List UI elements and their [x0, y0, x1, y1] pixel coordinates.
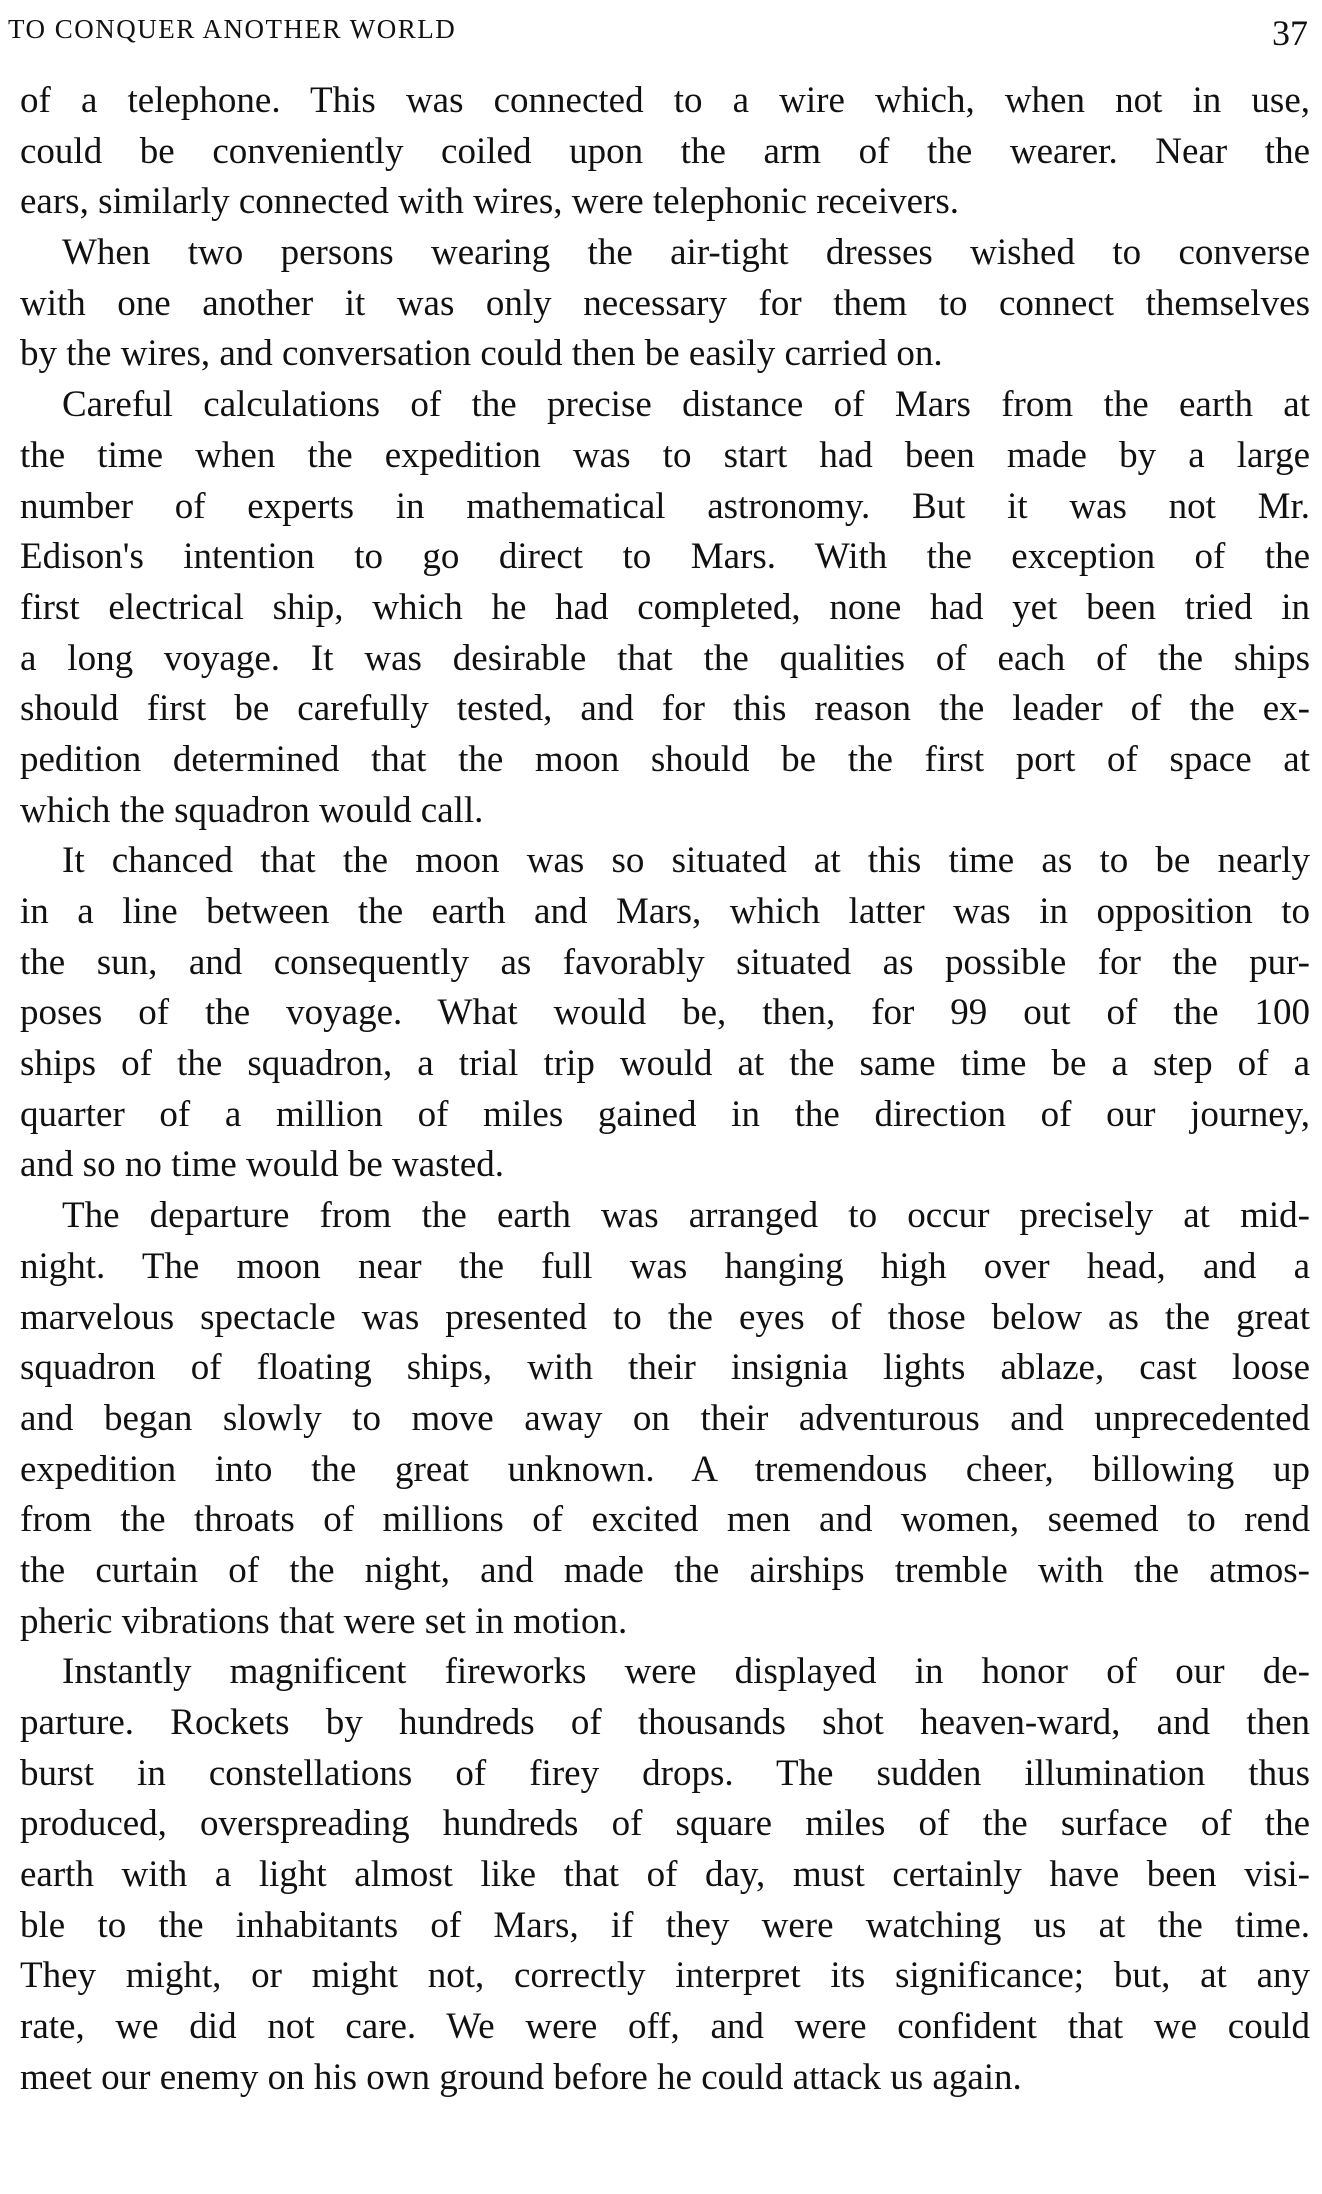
text-line: earth with a light almost like that of day, must certainly have been visi- [20, 1854, 1310, 1896]
text-line: Edison's intention to go direct to Mars. With the exception of the [20, 536, 1310, 578]
text-line: produced, overspreading hundreds of square miles of the surface of the [20, 1803, 1310, 1845]
text-line: pedition determined that the moon should be the first port of space at [20, 738, 1310, 780]
text-line: quarter of a million of miles gained in the direction of our journey, [20, 1093, 1310, 1135]
text-line: and began slowly to move away on their adventurous and unprecedented [20, 1397, 1310, 1439]
text-line: the sun, and consequently as favorably situated as possible for the pur- [20, 941, 1310, 983]
text-line: from the throats of millions of excited men and women, seemed to rend [20, 1499, 1310, 1541]
text-line: marvelous spectacle was presented to the eyes of those below as the great [20, 1296, 1310, 1338]
text-line: which the squadron would call. [20, 789, 484, 831]
text-line: the time when the expedition was to start had been made by a large [20, 434, 1310, 476]
running-title: TO CONQUER ANOTHER WORLD [8, 14, 457, 44]
text-line: should first be carefully tested, and for this reason the leader of the ex- [20, 688, 1310, 730]
text-line: and so no time would be wasted. [20, 1144, 504, 1186]
text-line: the curtain of the night, and made the airships tremble with the atmos- [20, 1549, 1310, 1591]
paragraph [20, 1647, 1310, 2103]
text-line: meet our enemy on his own ground before he could attack us again. [20, 2056, 1022, 2098]
text-line: Careful calculations of the precise distance of Mars from the earth at [62, 384, 1310, 426]
text-line: by the wires, and conversation could then be easily carried on. [20, 333, 943, 375]
text-line: first electrical ship, which he had completed, none had yet been tried in [20, 586, 1310, 628]
text-line: ears, similarly connected with wires, were telephonic receivers. [20, 181, 960, 223]
text-line: night. The moon near the full was hanging high over head, and a [20, 1245, 1310, 1287]
text-line: a long voyage. It was desirable that the qualities of each of the ships [20, 637, 1310, 679]
text-line: It chanced that the moon was so situated at this time as to be nearly [62, 840, 1310, 882]
paragraph [20, 1191, 1310, 1647]
body-text [20, 76, 1310, 2104]
paragraph [20, 836, 1310, 1191]
text-line: with one another it was only necessary for them to connect themselves [20, 282, 1310, 324]
text-line: The departure from the earth was arranged to occur precisely at mid- [62, 1195, 1310, 1237]
text-line: burst in constellations of firey drops. The sudden illumination thus [20, 1752, 1310, 1794]
text-line: ble to the inhabitants of Mars, if they were watching us at the time. [20, 1904, 1310, 1946]
text-line: in a line between the earth and Mars, which latter was in opposition to [20, 891, 1310, 932]
paragraph [20, 228, 1310, 380]
text-line: When two persons wearing the air-tight dresses wished to converse [62, 232, 1310, 274]
running-head [8, 8, 1308, 56]
text-line: rate, we did not care. We were off, and were confident that we could [20, 2006, 1310, 2048]
text-line: poses of the voyage. What would be, then, for 99 out of the 100 [20, 992, 1310, 1034]
text-line: They might, or might not, correctly interpret its significance; but, at any [20, 1955, 1310, 1997]
text-line: parture. Rockets by hundreds of thousands shot heaven-ward, and then [20, 1702, 1310, 1743]
text-line: number of experts in mathematical astronomy. But it was not Mr. [20, 485, 1310, 527]
paragraph [20, 380, 1310, 836]
text-line: ships of the squadron, a trial trip would at the same time be a step of a [20, 1043, 1310, 1085]
page-number: 37 [1272, 13, 1308, 53]
text-line: Instantly magnificent fireworks were displayed in honor of our de- [62, 1651, 1310, 1693]
paragraph [20, 76, 1310, 228]
text-line: could be conveniently coiled upon the arm of the wearer. Near the [20, 130, 1310, 172]
text-line: pheric vibrations that were set in motion. [20, 1600, 628, 1642]
text-line: expedition into the great unknown. A tremendous cheer, billowing up [20, 1448, 1310, 1490]
text-line: of a telephone. This was connected to a wire which, when not in use, [20, 80, 1310, 121]
text-line: squadron of floating ships, with their insignia lights ablaze, cast loose [20, 1347, 1310, 1389]
